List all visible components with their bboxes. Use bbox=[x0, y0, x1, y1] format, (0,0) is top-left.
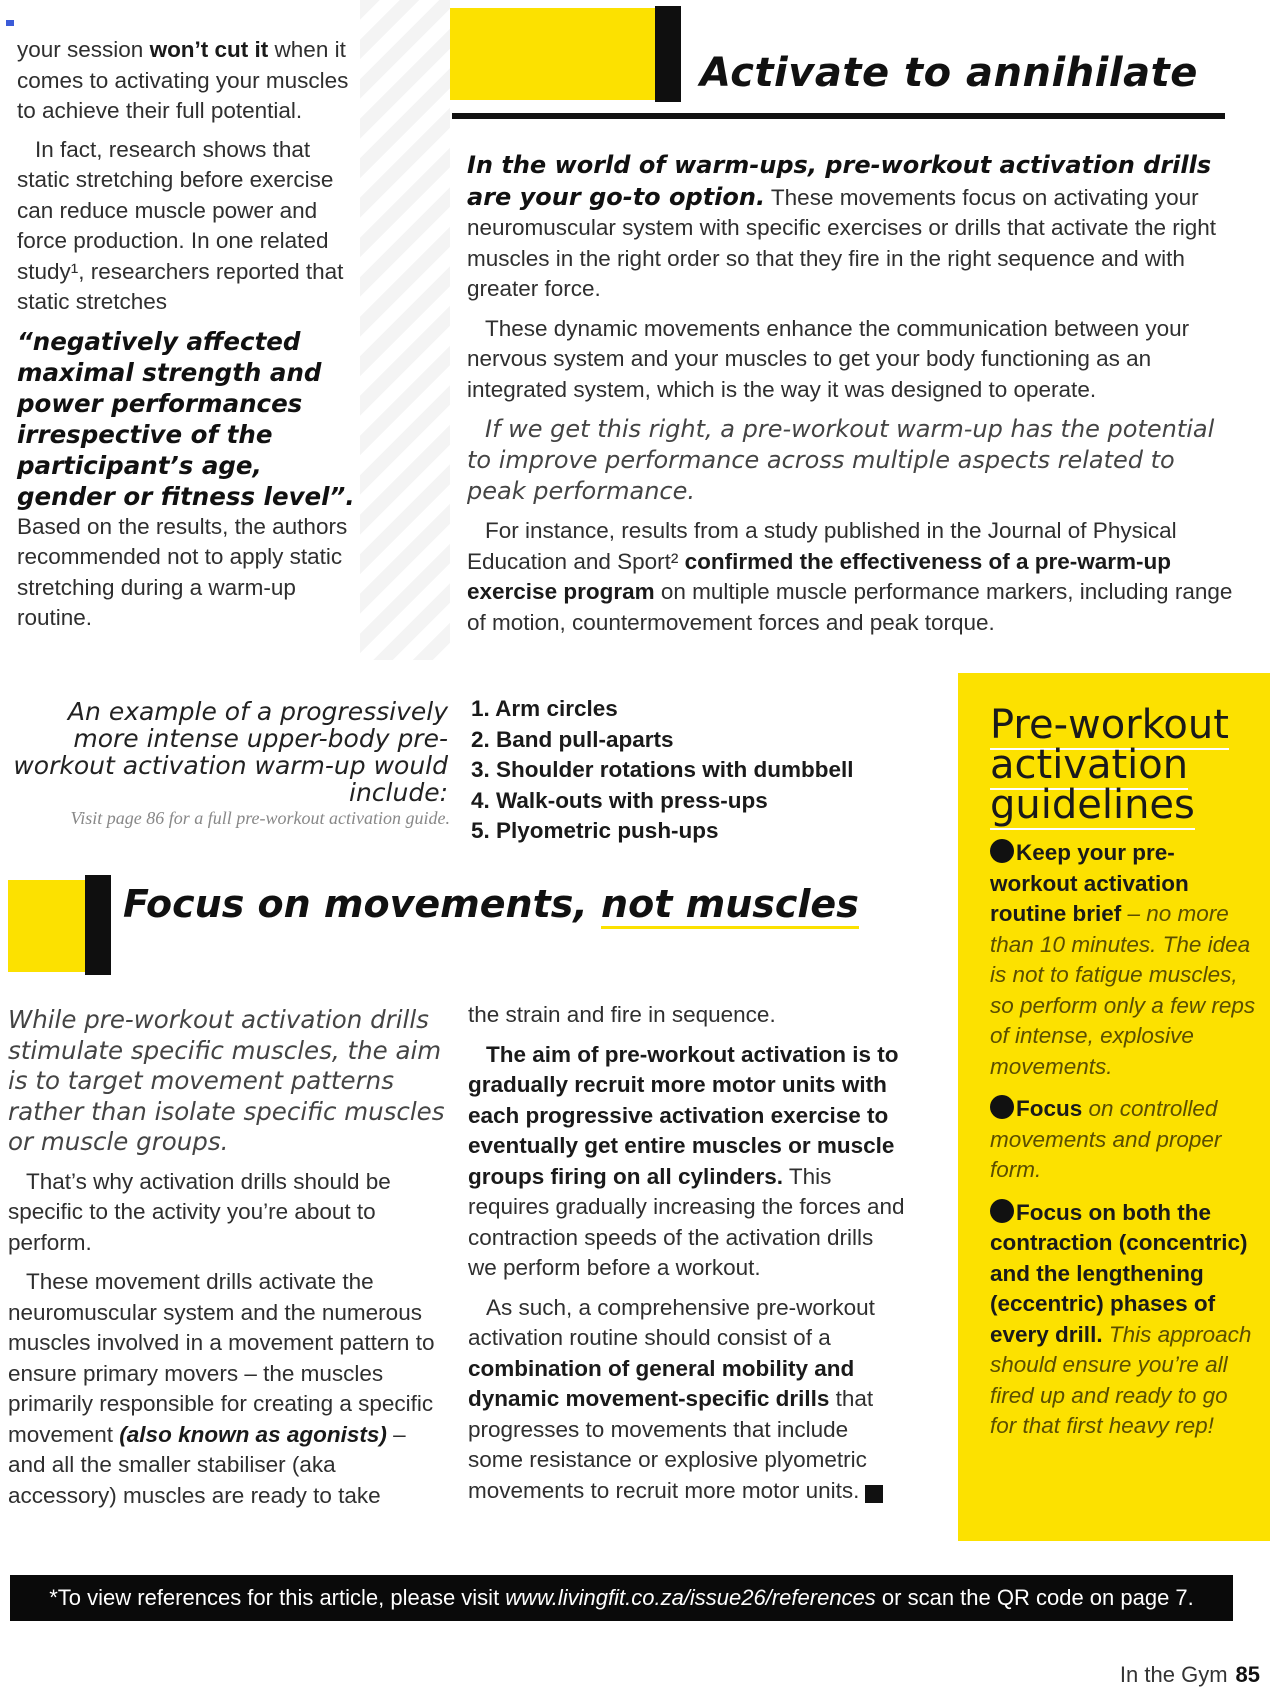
focus-pull-quote: While pre-workout activation drills stimulate specific muscles, the aim is to target movement patterns rather than isolate specific muscles or muscle groups. bbox=[8, 1005, 445, 1156]
headline-yellow-block bbox=[450, 8, 665, 100]
bullet-icon bbox=[990, 1095, 1014, 1119]
diagonal-stripe-decoration bbox=[360, 0, 450, 660]
focus-black-bar bbox=[85, 875, 111, 975]
references-banner: *To view references for this article, please visit www.livingfit.co.za/issue26/references or scan the QR code on page 7. bbox=[10, 1575, 1233, 1621]
example-intro: An example of a progressively more intense upper-body pre-workout activation warm-up would include: bbox=[13, 697, 448, 807]
corner-mark bbox=[6, 20, 14, 26]
focus-middle-column bbox=[468, 1000, 908, 1515]
list-item: 2. Band pull-aparts bbox=[471, 726, 674, 752]
page-number: 85 bbox=[1235, 1662, 1260, 1687]
references-link[interactable]: www.livingfit.co.za/issue26/references bbox=[505, 1585, 876, 1610]
specific-drills-paragraph: That’s why activation drills should be specific to the activity you’re about to perform. bbox=[8, 1168, 391, 1255]
activate-section-body bbox=[467, 150, 1237, 647]
continuation-line: the strain and fire in sequence. bbox=[468, 1002, 776, 1027]
bullet-icon bbox=[990, 839, 1014, 863]
section-title-focus: Focus on movements, not muscles bbox=[123, 882, 859, 926]
activate-pull-quote: If we get this right, a pre-workout warm-up has the potential to improve performance across multiple aspects related to peak performance. bbox=[467, 415, 1215, 505]
guideline-item: Focus on controlled movements and proper form. bbox=[990, 1096, 1222, 1182]
routine-paragraph: As such, a comprehensive pre-workout activation routine should consist of a combination of general mobility and dynamic movement-specific drills that progresses to movements that include some resistance or explosive plyometric movements to recruit more motor units. LF bbox=[468, 1294, 896, 1503]
focus-left-column bbox=[8, 1005, 448, 1520]
left-column-intro bbox=[17, 35, 357, 642]
list-item: 5. Plyometric push-ups bbox=[471, 818, 719, 843]
movement-drills-paragraph: These movement drills activate the neuromuscular system and the numerous muscles involved in a movement pattern to ensure primary movers – the muscles primarily responsible for creating a specific movement (also known as agonists) – and all the smaller stabiliser (aka accessory) muscles are ready to take bbox=[8, 1269, 435, 1508]
guide-reference-link: Visit page 86 for a full pre-workout activation guide. bbox=[70, 808, 450, 828]
intro-paragraph: your session won’t cut it when it comes to activating your muscles to achieve their full potential. bbox=[17, 37, 349, 123]
section-title-activate: Activate to annihilate bbox=[700, 50, 1198, 96]
list-item: 3. Shoulder rotations with dumbbell bbox=[471, 757, 854, 782]
activate-lead-paragraph: In the world of warm-ups, pre-workout activation drills are your go-to option. These movements focus on activating your neuromuscular system with specific exercises or drills that activate the right muscles in the right order so that they fire in the right sequence and with greater force. bbox=[467, 151, 1217, 301]
section-name: In the Gym bbox=[1119, 1662, 1228, 1687]
list-item: 4. Walk-outs with press-ups bbox=[471, 787, 768, 813]
list-item: 1. Arm circles bbox=[471, 696, 618, 721]
guidelines-title: Pre-workout activation guidelines bbox=[990, 702, 1229, 828]
headline-rule bbox=[452, 113, 1225, 119]
exercise-list bbox=[471, 694, 854, 847]
guideline-item: Keep your pre-workout activation routine brief – no more than 10 minutes. The idea is not to fatigue muscles, so perform only a few reps of intense, explosive movements. bbox=[990, 840, 1256, 1079]
bullet-icon bbox=[990, 1199, 1014, 1223]
headline-black-bar bbox=[655, 6, 681, 102]
research-paragraph: In fact, research shows that static stretching before exercise can reduce muscle power and force production. In one related study¹, researchers reported that static stretches bbox=[17, 136, 344, 314]
guideline-item: Focus on both the contraction (concentric) and the lengthening (eccentric) phases of every drill. This approach should ensure you’re all fired up and ready to go for that first heavy rep! bbox=[990, 1199, 1252, 1438]
end-mark-icon: LF bbox=[865, 1485, 883, 1503]
recommendation-paragraph: Based on the results, the authors recommended not to apply static stretching during a warm-up routine. bbox=[17, 513, 348, 630]
page-footer bbox=[1120, 1662, 1260, 1688]
study-quote: “negatively affected maximal strength and power performances irrespective of the participant’s age, gender or fitness level”. bbox=[17, 326, 355, 511]
aim-paragraph: The aim of pre-workout activation is to gradually recruit more motor units with each progressive activation exercise to eventually get entire muscles or muscle groups firing on all cylinders. This requires gradually increasing the forces and contraction speeds of the activation drills we perform before a workout. bbox=[468, 1041, 905, 1280]
study-paragraph: For instance, results from a study published in the Journal of Physical Education and Sport² confirmed the effectiveness of a pre-warm-up exercise program on multiple muscle performance markers, including range of motion, countermovement forces and peak torque. bbox=[467, 518, 1233, 635]
guidelines-list bbox=[990, 838, 1258, 1454]
dynamic-movements-paragraph: These dynamic movements enhance the communication between your nervous system and your muscles to get your body functioning as an integrated system, which is the way it was designed to operate. bbox=[467, 315, 1190, 402]
